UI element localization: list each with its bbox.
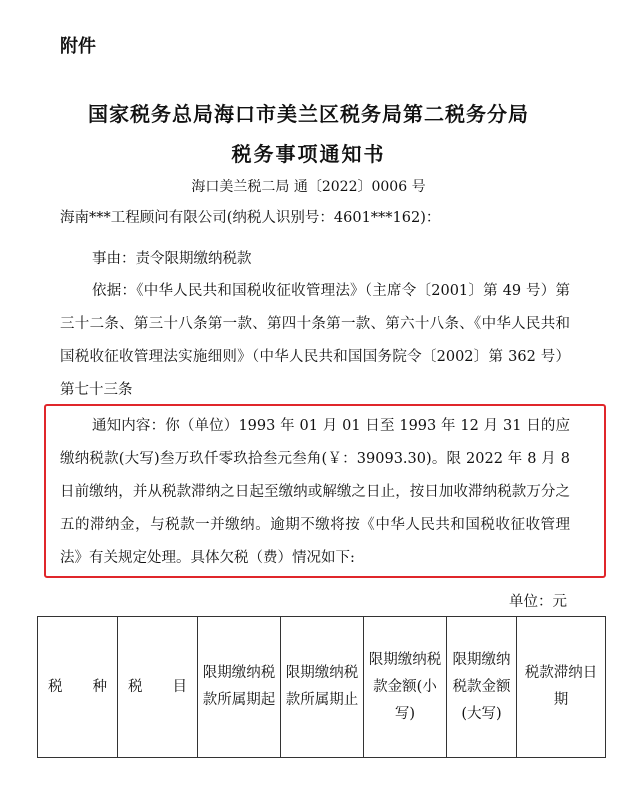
header-period-end: 限期缴纳税款所属期止 <box>281 617 364 758</box>
tax-table <box>37 616 606 758</box>
notice-paragraph: 通知内容：你（单位）1993 年 01 月 01 日至 1993 年 12 月 31 日的应缴纳税款(大写)叁万玖仟零玖拾叁元叁角(￥：39093.30)。限 2022 年 8 月 8 日前缴纳，并从税款滞纳之日起至缴纳或解缴之日止，按日加收滞纳税款万分之五的滞纳金，与税款一并缴纳。逾期不缴将按《中华人民共和国税收征收管理法》有关规定处理。具体欠税（费）情况如下: <box>60 418 570 566</box>
document-subtitle: 税务事项通知书 <box>231 142 386 166</box>
attachment-label: 附件 <box>60 36 96 57</box>
unit-label: 单位：元 <box>509 594 567 610</box>
document-number: 海口美兰税二局 通〔2022〕0006 号 <box>191 179 426 195</box>
header-amount-number: 限期缴纳税款金额(小写) <box>364 617 447 758</box>
recipient-line: 海南***工程顾问有限公司(纳税人识别号：4601***162)： <box>60 210 441 226</box>
header-tax-type: 税 种 <box>38 617 118 758</box>
header-amount-words: 限期缴纳税款金额(大写) <box>447 617 517 758</box>
document-title: 国家税务总局海口市美兰区税务局第二税务分局 <box>88 102 529 126</box>
reason-line: 事由：责令限期缴纳税款 <box>92 251 252 267</box>
header-period-start: 限期缴纳税款所属期起 <box>198 617 281 758</box>
header-overdue-date: 税款滞纳日期 <box>517 617 606 758</box>
basis-paragraph: 依据：《中华人民共和国税收征收管理法》（主席令〔2001〕第 49 号）第三十二条、第三十八条第一款、第四十条第一款、第六十八条、《中华人民共和国税收征收管理法实施细则》（中华人民共和国国务院令〔2002〕第 362 号）第七十三条 <box>60 283 570 398</box>
table-header-row <box>38 617 606 758</box>
header-tax-item: 税 目 <box>118 617 198 758</box>
